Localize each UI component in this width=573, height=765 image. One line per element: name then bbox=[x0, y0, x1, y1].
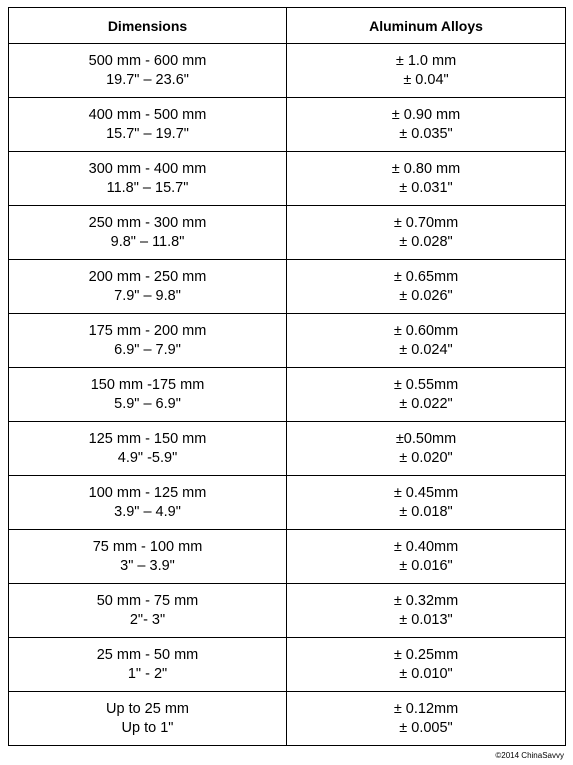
tolerance-cell bbox=[287, 530, 566, 584]
dimension-inch: 3.9" – 4.9" bbox=[114, 503, 181, 520]
table-body bbox=[9, 44, 566, 746]
table-row bbox=[9, 692, 566, 746]
table-row bbox=[9, 98, 566, 152]
dimension-cell bbox=[9, 98, 287, 152]
dimension-inch: 1" - 2" bbox=[127, 665, 168, 682]
dimension-cell bbox=[9, 314, 287, 368]
tolerance-cell bbox=[287, 314, 566, 368]
tolerance-mm: ± 0.80 mm bbox=[391, 160, 461, 177]
dimension-inch: 7.9" – 9.8" bbox=[114, 287, 181, 304]
table-row bbox=[9, 44, 566, 98]
tolerance-inch: ± 0.022" bbox=[399, 395, 453, 412]
dimension-mm: 250 mm - 300 mm bbox=[88, 214, 207, 231]
dimension-mm: Up to 25 mm bbox=[106, 700, 189, 717]
tolerance-mm: ± 0.65mm bbox=[393, 268, 459, 285]
tolerance-mm: ± 0.32mm bbox=[393, 592, 459, 609]
dimension-mm: 200 mm - 250 mm bbox=[88, 268, 207, 285]
dimension-inch: 2"- 3" bbox=[129, 611, 166, 628]
table-row bbox=[9, 584, 566, 638]
dimension-mm: 175 mm - 200 mm bbox=[88, 322, 207, 339]
tolerance-mm: ± 0.90 mm bbox=[391, 106, 461, 123]
dimension-cell bbox=[9, 530, 287, 584]
tolerance-inch: ± 0.024" bbox=[399, 341, 453, 358]
tolerance-mm: ± 0.12mm bbox=[393, 700, 459, 717]
tolerance-cell bbox=[287, 260, 566, 314]
tolerance-cell bbox=[287, 206, 566, 260]
tolerance-mm: ± 0.45mm bbox=[393, 484, 459, 501]
header-dimensions: Dimensions bbox=[9, 8, 287, 44]
dimension-cell bbox=[9, 638, 287, 692]
copyright-notice: ©2014 ChinaSavvy bbox=[495, 751, 564, 760]
dimension-mm: 75 mm - 100 mm bbox=[92, 538, 203, 555]
table-row bbox=[9, 206, 566, 260]
dimension-inch: 5.9" – 6.9" bbox=[114, 395, 181, 412]
tolerance-inch: ± 0.028" bbox=[399, 233, 453, 250]
tolerance-table-container bbox=[8, 7, 565, 746]
tolerance-inch: ± 0.020" bbox=[399, 449, 453, 466]
tolerance-inch: ± 0.026" bbox=[399, 287, 453, 304]
tolerance-cell bbox=[287, 584, 566, 638]
tolerance-inch: ± 0.005" bbox=[399, 719, 453, 736]
table-row bbox=[9, 476, 566, 530]
dimension-inch: 3" – 3.9" bbox=[120, 557, 175, 574]
dimension-inch: 9.8" – 11.8" bbox=[110, 233, 185, 250]
tolerance-inch: ± 0.035" bbox=[399, 125, 453, 142]
dimension-mm: 25 mm - 50 mm bbox=[96, 646, 199, 663]
tolerance-inch: ± 0.04" bbox=[403, 71, 449, 88]
dimension-cell bbox=[9, 152, 287, 206]
tolerance-table bbox=[8, 7, 566, 746]
dimension-cell bbox=[9, 260, 287, 314]
table-row bbox=[9, 530, 566, 584]
dimension-mm: 50 mm - 75 mm bbox=[96, 592, 199, 609]
tolerance-inch: ± 0.018" bbox=[399, 503, 453, 520]
dimension-cell bbox=[9, 206, 287, 260]
tolerance-cell bbox=[287, 638, 566, 692]
dimension-mm: 400 mm - 500 mm bbox=[88, 106, 207, 123]
tolerance-cell bbox=[287, 44, 566, 98]
tolerance-mm: ± 0.40mm bbox=[393, 538, 459, 555]
dimension-cell bbox=[9, 692, 287, 746]
dimension-cell bbox=[9, 44, 287, 98]
header-aluminum-alloys: Aluminum Alloys bbox=[287, 8, 566, 44]
table-header-row bbox=[9, 8, 566, 44]
tolerance-mm: ± 0.25mm bbox=[393, 646, 459, 663]
dimension-inch: 19.7" – 23.6" bbox=[106, 71, 189, 88]
dimension-inch: 15.7" – 19.7" bbox=[106, 125, 189, 142]
tolerance-mm: ± 0.60mm bbox=[393, 322, 459, 339]
dimension-cell bbox=[9, 584, 287, 638]
table-row bbox=[9, 260, 566, 314]
table-row bbox=[9, 368, 566, 422]
dimension-cell bbox=[9, 368, 287, 422]
tolerance-cell bbox=[287, 422, 566, 476]
tolerance-mm: ± 1.0 mm bbox=[395, 52, 457, 69]
tolerance-mm: ± 0.70mm bbox=[393, 214, 459, 231]
tolerance-cell bbox=[287, 152, 566, 206]
dimension-mm: 100 mm - 125 mm bbox=[88, 484, 207, 501]
dimension-cell bbox=[9, 476, 287, 530]
dimension-inch: Up to 1" bbox=[121, 719, 174, 736]
dimension-mm: 300 mm - 400 mm bbox=[88, 160, 207, 177]
tolerance-inch: ± 0.031" bbox=[399, 179, 453, 196]
dimension-mm: 125 mm - 150 mm bbox=[88, 430, 207, 447]
table-row bbox=[9, 152, 566, 206]
table-row bbox=[9, 314, 566, 368]
tolerance-cell bbox=[287, 368, 566, 422]
tolerance-inch: ± 0.010" bbox=[399, 665, 453, 682]
tolerance-mm: ±0.50mm bbox=[395, 430, 457, 447]
dimension-inch: 4.9" -5.9" bbox=[117, 449, 178, 466]
table-row bbox=[9, 422, 566, 476]
tolerance-mm: ± 0.55mm bbox=[393, 376, 459, 393]
tolerance-inch: ± 0.013" bbox=[399, 611, 453, 628]
dimension-inch: 6.9" – 7.9" bbox=[114, 341, 181, 358]
table-row bbox=[9, 638, 566, 692]
tolerance-inch: ± 0.016" bbox=[399, 557, 453, 574]
dimension-cell bbox=[9, 422, 287, 476]
dimension-mm: 150 mm -175 mm bbox=[90, 376, 205, 393]
tolerance-cell bbox=[287, 476, 566, 530]
dimension-inch: 11.8" – 15.7" bbox=[106, 179, 189, 196]
tolerance-cell bbox=[287, 98, 566, 152]
dimension-mm: 500 mm - 600 mm bbox=[88, 52, 207, 69]
tolerance-cell bbox=[287, 692, 566, 746]
